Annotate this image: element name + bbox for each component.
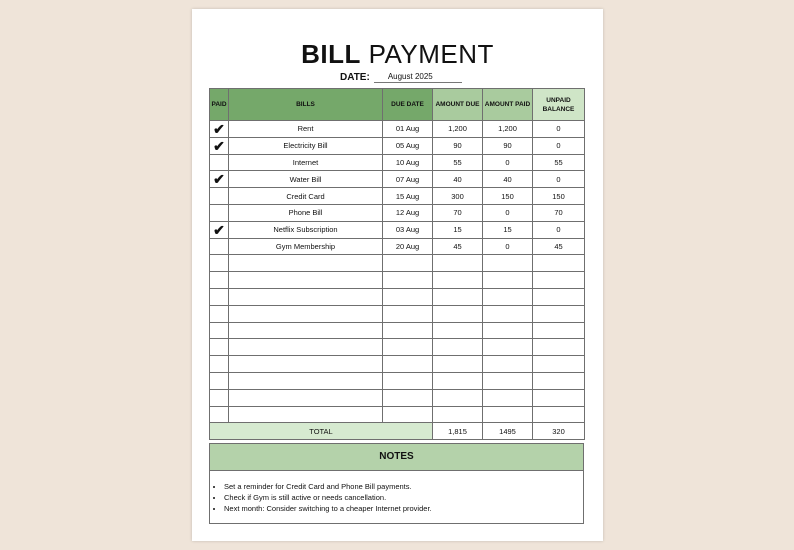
amount-due-cell[interactable]: 40 <box>433 171 483 188</box>
amount-paid-cell[interactable]: 0 <box>483 238 533 255</box>
empty-cell[interactable] <box>533 406 585 423</box>
empty-cell[interactable] <box>210 372 229 389</box>
col-due-date: DUE DATE <box>383 89 433 121</box>
note-item: • Set a reminder for Credit Card and Phone Bill payments. <box>224 481 583 492</box>
empty-cell[interactable] <box>210 389 229 406</box>
empty-row <box>210 339 585 356</box>
empty-cell[interactable] <box>533 255 585 272</box>
bill-name-cell[interactable]: Internet <box>229 154 383 171</box>
empty-cell[interactable] <box>483 389 533 406</box>
due-date-cell[interactable]: 10 Aug <box>383 154 433 171</box>
balance-cell[interactable]: 70 <box>533 204 585 221</box>
bill-name-cell[interactable]: Credit Card <box>229 188 383 205</box>
empty-cell[interactable] <box>483 305 533 322</box>
empty-cell[interactable] <box>533 372 585 389</box>
empty-cell[interactable] <box>533 305 585 322</box>
amount-paid-cell[interactable]: 15 <box>483 221 533 238</box>
total-row <box>210 423 585 440</box>
empty-cell[interactable] <box>483 288 533 305</box>
paid-checkbox[interactable] <box>210 154 229 171</box>
empty-cell[interactable] <box>483 339 533 356</box>
notes-box <box>209 443 584 524</box>
due-date-cell[interactable]: 20 Aug <box>383 238 433 255</box>
empty-cell[interactable] <box>229 288 383 305</box>
amount-due-cell[interactable]: 15 <box>433 221 483 238</box>
amount-paid-cell[interactable]: 40 <box>483 171 533 188</box>
balance-cell[interactable]: 45 <box>533 238 585 255</box>
empty-cell[interactable] <box>383 272 433 289</box>
balance-cell[interactable]: 55 <box>533 154 585 171</box>
empty-cell[interactable] <box>433 356 483 373</box>
empty-cell[interactable] <box>383 389 433 406</box>
notes-title: NOTES <box>210 444 583 471</box>
bill-name-cell[interactable]: Gym Membership <box>229 238 383 255</box>
empty-cell[interactable] <box>383 406 433 423</box>
empty-cell[interactable] <box>533 322 585 339</box>
empty-cell[interactable] <box>533 356 585 373</box>
paid-checkbox[interactable] <box>210 204 229 221</box>
table-row <box>210 137 585 154</box>
empty-cell[interactable] <box>229 406 383 423</box>
table-row <box>210 238 585 255</box>
empty-cell[interactable] <box>433 389 483 406</box>
empty-cell[interactable] <box>483 255 533 272</box>
empty-cell[interactable] <box>483 272 533 289</box>
paid-checkbox[interactable] <box>210 137 229 154</box>
title-light: PAYMENT <box>368 39 494 69</box>
bill-name-cell[interactable]: Electricity Bill <box>229 137 383 154</box>
bills-body <box>210 121 585 423</box>
empty-cell[interactable] <box>210 356 229 373</box>
balance-cell[interactable]: 150 <box>533 188 585 205</box>
total-amount-paid: 1495 <box>483 423 533 440</box>
note-item: • Check if Gym is still active or needs cancellation. <box>224 492 583 503</box>
empty-cell[interactable] <box>210 272 229 289</box>
empty-cell[interactable] <box>433 272 483 289</box>
amount-due-cell[interactable]: 45 <box>433 238 483 255</box>
table-row <box>210 154 585 171</box>
paid-checkbox[interactable] <box>210 171 229 188</box>
date-label: DATE: <box>340 72 370 83</box>
empty-cell[interactable] <box>433 406 483 423</box>
empty-cell[interactable] <box>433 288 483 305</box>
balance-cell[interactable]: 0 <box>533 221 585 238</box>
amount-paid-cell[interactable]: 0 <box>483 204 533 221</box>
empty-cell[interactable] <box>383 255 433 272</box>
empty-cell[interactable] <box>383 288 433 305</box>
paid-checkbox[interactable] <box>210 238 229 255</box>
amount-due-cell[interactable]: 1,200 <box>433 121 483 138</box>
bills-table <box>209 88 585 440</box>
empty-cell[interactable] <box>229 339 383 356</box>
empty-cell[interactable] <box>229 372 383 389</box>
empty-cell[interactable] <box>229 356 383 373</box>
total-balance: 320 <box>533 423 585 440</box>
title-bold: BILL <box>301 39 361 69</box>
table-row <box>210 221 585 238</box>
due-date-cell[interactable]: 15 Aug <box>383 188 433 205</box>
date-field[interactable]: August 2025 <box>374 71 462 83</box>
table-header-row <box>210 89 585 121</box>
empty-cell[interactable] <box>229 389 383 406</box>
table-row <box>210 171 585 188</box>
empty-cell[interactable] <box>229 272 383 289</box>
due-date-cell[interactable]: 12 Aug <box>383 204 433 221</box>
empty-cell[interactable] <box>383 356 433 373</box>
amount-due-cell[interactable]: 90 <box>433 137 483 154</box>
check-icon: ✔ <box>213 221 225 238</box>
empty-cell[interactable] <box>483 406 533 423</box>
empty-cell[interactable] <box>383 339 433 356</box>
empty-cell[interactable] <box>433 305 483 322</box>
empty-cell[interactable] <box>433 339 483 356</box>
table-row <box>210 188 585 205</box>
due-date-cell[interactable]: 07 Aug <box>383 171 433 188</box>
empty-cell[interactable] <box>229 322 383 339</box>
amount-paid-cell[interactable]: 90 <box>483 137 533 154</box>
due-date-cell[interactable]: 01 Aug <box>383 121 433 138</box>
paid-checkbox[interactable] <box>210 121 229 138</box>
empty-row <box>210 322 585 339</box>
empty-row <box>210 288 585 305</box>
amount-due-cell[interactable]: 70 <box>433 204 483 221</box>
empty-cell[interactable] <box>210 288 229 305</box>
paid-checkbox[interactable] <box>210 221 229 238</box>
bill-payment-sheet <box>192 9 603 541</box>
due-date-cell[interactable]: 05 Aug <box>383 137 433 154</box>
empty-cell[interactable] <box>533 272 585 289</box>
note-item: • Next month: Consider switching to a cheaper Internet provider. <box>224 503 583 514</box>
empty-cell[interactable] <box>210 305 229 322</box>
empty-cell[interactable] <box>533 339 585 356</box>
balance-cell[interactable]: 0 <box>533 121 585 138</box>
empty-cell[interactable] <box>533 389 585 406</box>
empty-cell[interactable] <box>433 372 483 389</box>
empty-row <box>210 255 585 272</box>
empty-cell[interactable] <box>483 322 533 339</box>
empty-cell[interactable] <box>210 339 229 356</box>
check-icon: ✔ <box>213 137 225 154</box>
check-icon: ✔ <box>213 120 225 137</box>
col-amount-paid: AMOUNT PAID <box>483 89 533 121</box>
empty-row <box>210 389 585 406</box>
date-row <box>340 69 462 83</box>
notes-list <box>210 481 583 514</box>
empty-cell[interactable] <box>483 372 533 389</box>
bill-name-cell[interactable]: Rent <box>229 121 383 138</box>
empty-cell[interactable] <box>433 322 483 339</box>
balance-cell[interactable]: 0 <box>533 137 585 154</box>
empty-cell[interactable] <box>383 305 433 322</box>
amount-paid-cell[interactable]: 150 <box>483 188 533 205</box>
balance-cell[interactable]: 0 <box>533 171 585 188</box>
col-amount-due: AMOUNT DUE <box>433 89 483 121</box>
empty-row <box>210 372 585 389</box>
amount-paid-cell[interactable]: 0 <box>483 154 533 171</box>
empty-row <box>210 356 585 373</box>
col-unpaid-balance: UNPAID BALANCE <box>533 89 585 121</box>
empty-cell[interactable] <box>229 305 383 322</box>
empty-row <box>210 406 585 423</box>
page-title <box>192 39 603 69</box>
check-icon: ✔ <box>213 171 225 188</box>
col-paid: PAID <box>210 89 229 121</box>
bill-name-cell[interactable]: Phone Bill <box>229 204 383 221</box>
empty-cell[interactable] <box>210 406 229 423</box>
empty-cell[interactable] <box>483 356 533 373</box>
col-bills: BILLS <box>229 89 383 121</box>
due-date-cell[interactable]: 03 Aug <box>383 221 433 238</box>
table-row <box>210 204 585 221</box>
paid-checkbox[interactable] <box>210 188 229 205</box>
empty-row <box>210 272 585 289</box>
total-amount-due: 1,815 <box>433 423 483 440</box>
bill-name-cell[interactable]: Netflix Subscription <box>229 221 383 238</box>
total-label: TOTAL <box>210 423 433 440</box>
table-row <box>210 121 585 138</box>
amount-paid-cell[interactable]: 1,200 <box>483 121 533 138</box>
amount-due-cell[interactable]: 300 <box>433 188 483 205</box>
bill-name-cell[interactable]: Water Bill <box>229 171 383 188</box>
empty-cell[interactable] <box>210 255 229 272</box>
amount-due-cell[interactable]: 55 <box>433 154 483 171</box>
empty-cell[interactable] <box>433 255 483 272</box>
empty-cell[interactable] <box>383 322 433 339</box>
empty-cell[interactable] <box>229 255 383 272</box>
empty-cell[interactable] <box>383 372 433 389</box>
empty-cell[interactable] <box>533 288 585 305</box>
empty-cell[interactable] <box>210 322 229 339</box>
empty-row <box>210 305 585 322</box>
